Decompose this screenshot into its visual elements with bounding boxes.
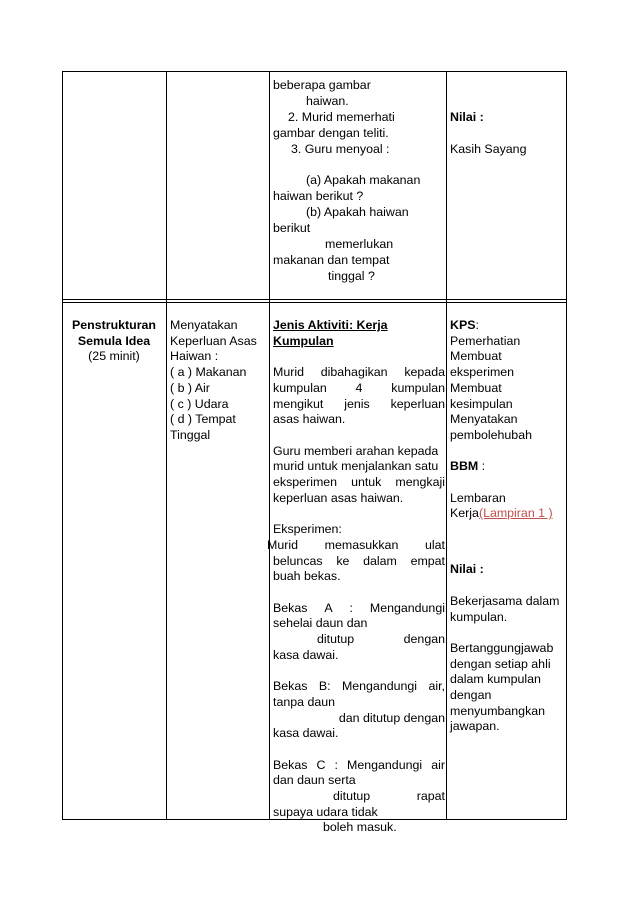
word: memasukkan [324, 537, 399, 552]
nilai-item: kumpulan. [450, 609, 508, 624]
kps-item: pembolehubah [450, 427, 532, 442]
phase-time: (25 minit) [88, 349, 140, 364]
activity-line: 2. Murid memerhati [288, 110, 395, 124]
word: empat [410, 553, 445, 568]
bbm-label: BBM [450, 459, 479, 474]
word: dengan [403, 632, 445, 646]
word: rapat [416, 789, 445, 803]
nilai-value: Kasih Sayang [450, 142, 527, 156]
word: : [349, 600, 353, 615]
word: kumpulan [273, 380, 327, 395]
column-divider-3 [446, 71, 447, 820]
para-line: buah bekas. [273, 569, 341, 584]
word: Mengandungi [347, 757, 423, 772]
word: Mengandungi [341, 679, 418, 694]
word: : [334, 757, 338, 772]
phase-title: Penstrukturan [72, 318, 156, 332]
bbm-value: Kerja [450, 506, 479, 521]
para-line: keperluan asas haiwan. [273, 490, 404, 505]
activity-line: gambar dengan teliti. [273, 126, 389, 140]
table-left-border [62, 71, 63, 820]
word: Mengandungi [369, 600, 445, 615]
activity-title: Kumpulan [273, 333, 334, 348]
para-line [273, 475, 445, 491]
word: A [324, 600, 333, 615]
activity-line: beberapa gambar [273, 78, 371, 92]
para-line: murid untuk menjalankan satu [273, 459, 439, 474]
activity-line: berikut [273, 221, 311, 235]
nilai-label: Nilai : [450, 562, 484, 577]
word: Bekas [273, 600, 308, 615]
word: jenis [344, 396, 370, 411]
activity-cell [267, 318, 445, 836]
para-line [273, 554, 445, 570]
content-cell [170, 318, 257, 444]
nilai-item: jawapan. [450, 719, 500, 734]
word: C [316, 757, 326, 772]
word: air [431, 757, 445, 772]
table-right-border [566, 71, 567, 820]
word: B: [318, 679, 331, 694]
word: kumpulan [391, 380, 445, 395]
bbm-colon: : [478, 459, 486, 474]
bekas-c-line: boleh masuk. [323, 820, 397, 835]
content-line: Haiwan : [170, 349, 219, 364]
activity-line: 3. Guru menyoal : [291, 142, 390, 156]
bekas-b-line: dan ditutup dengan [338, 710, 445, 725]
word: Bekas [273, 757, 308, 772]
para-line [273, 381, 445, 397]
eksperimen-label: Eksperimen: [273, 522, 342, 537]
nilai-item: menyumbangkan [450, 703, 546, 718]
content-line: Tinggal [170, 427, 211, 442]
word: eksperimen [273, 475, 338, 489]
word: ditutup [317, 632, 355, 646]
para-line [267, 538, 445, 554]
word: ditutup [333, 789, 371, 803]
activity-line: (b) Apakah haiwan [306, 205, 409, 219]
word: mengkaji [395, 475, 445, 489]
column-divider-1 [166, 71, 167, 820]
word: air, [428, 679, 445, 694]
bekas-b-line: tanpa daun [273, 694, 336, 709]
bekas-a-line [273, 632, 445, 648]
content-line: ( a ) Makanan [170, 365, 247, 380]
word: Bekas [273, 679, 308, 694]
kps-item: Menyatakan [450, 412, 518, 427]
activity-line: makanan dan tempat [273, 253, 390, 267]
kps-item: Membuat [450, 349, 502, 364]
bekas-a-line: sehelai daun dan [273, 616, 368, 631]
kps-item: Pemerhatian [450, 333, 521, 348]
nilai-item: Bekerjasama dalam [450, 593, 560, 608]
nilai-item: dalam kumpulan [450, 672, 541, 687]
content-line: ( d ) Tempat [170, 412, 236, 427]
word: kepada [404, 365, 445, 380]
kps-item: Membuat [450, 380, 502, 395]
activity-line: haiwan berikut ? [273, 189, 364, 203]
activity-line: tinggal ? [328, 269, 375, 283]
activity-line: memerlukan [325, 237, 394, 251]
nilai-item: Bertanggungjawab [450, 640, 554, 655]
word: untuk [351, 475, 382, 489]
word: Murid [267, 537, 298, 552]
phase-cell [62, 318, 166, 365]
content-line: Menyatakan [170, 318, 238, 332]
lampiran-link[interactable]: (Lampiran 1 ) [478, 506, 553, 521]
bekas-c-line [273, 758, 445, 774]
column-divider-2 [269, 71, 270, 820]
kps-item: kesimpulan [450, 396, 513, 411]
bbm-value: Lembaran [450, 490, 506, 505]
word: Murid [273, 365, 304, 380]
phase-title: Semula Idea [77, 333, 151, 348]
row-divider-2 [62, 302, 567, 303]
nilai-item: dengan setiap ahli [450, 656, 551, 671]
word: beluncas [273, 553, 323, 568]
activity-title: Jenis Aktiviti: Kerja [273, 318, 388, 332]
bekas-c-line: supaya udara tidak [273, 804, 378, 819]
notes-cell [450, 318, 565, 735]
kps-colon: : [475, 318, 479, 332]
kps-item: eksperimen [450, 365, 515, 380]
bekas-a-line: kasa dawai. [273, 647, 339, 662]
para-line [273, 397, 445, 413]
table-top-border [62, 71, 567, 72]
activity-line: (a) Apakah makanan [306, 173, 421, 187]
word: dibahagikan [320, 365, 388, 380]
word: ulat [425, 537, 445, 552]
para-line [273, 365, 445, 381]
word: keperluan [390, 396, 445, 411]
word: ke [336, 553, 350, 568]
row-divider [62, 299, 567, 300]
content-line: Keperluan Asas [170, 333, 257, 348]
word: 4 [355, 380, 363, 395]
activity-line: haiwan. [306, 94, 349, 108]
bekas-a-line [273, 601, 445, 617]
content-line: ( b ) Air [170, 380, 210, 395]
kps-label: KPS [450, 318, 476, 332]
word: dalam [363, 553, 397, 568]
nilai-label: Nilai : [450, 110, 484, 124]
bekas-b-line: kasa dawai. [273, 726, 339, 741]
bekas-c-line: dan daun serta [273, 773, 356, 788]
para-line: asas haiwan. [273, 412, 346, 427]
content-line: ( c ) Udara [170, 396, 229, 411]
nilai-item: dengan [450, 688, 492, 703]
word: mengikut [273, 396, 324, 411]
bekas-c-line [273, 789, 445, 805]
bekas-b-line [273, 679, 445, 695]
para-line: Guru memberi arahan kepada [273, 443, 439, 458]
